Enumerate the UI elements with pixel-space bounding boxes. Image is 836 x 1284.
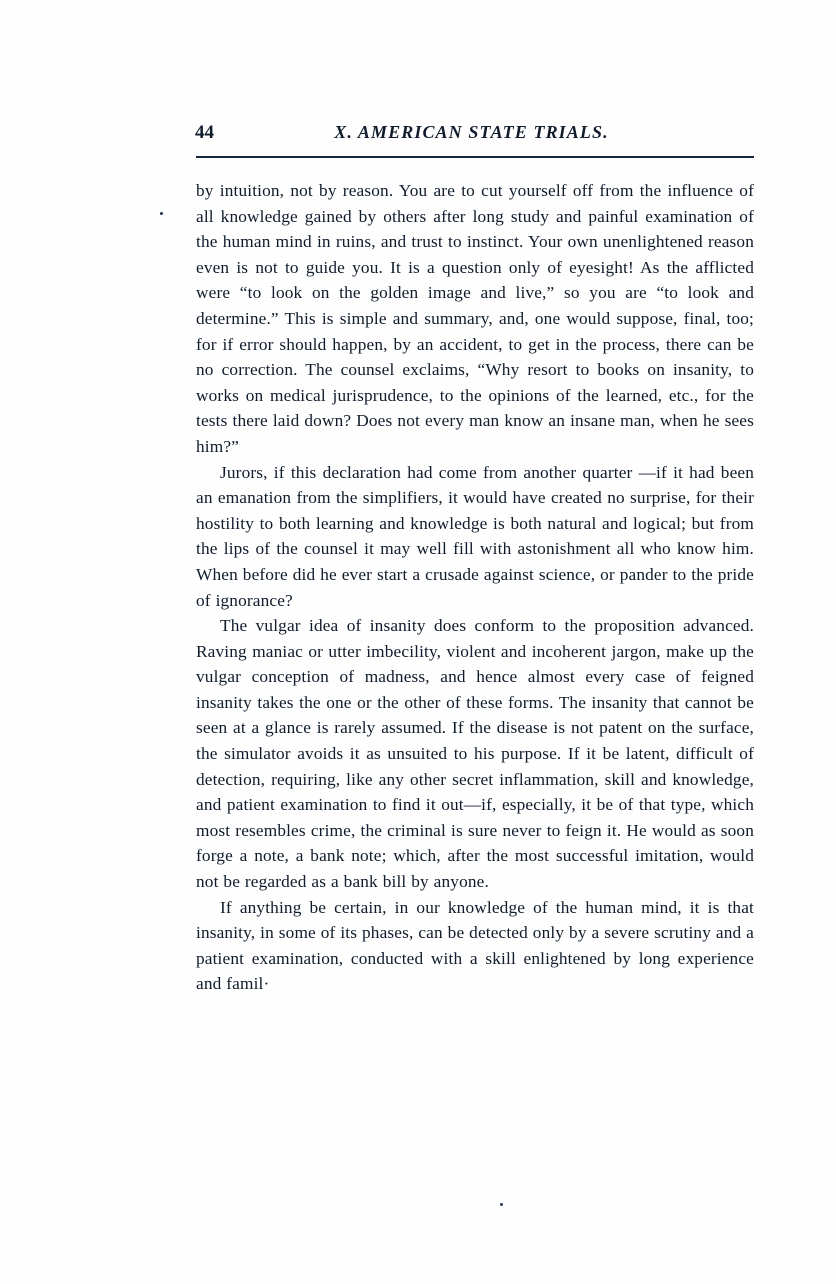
- margin-mark: [160, 212, 163, 215]
- header-rule: [196, 156, 754, 158]
- paragraph: The vulgar idea of insanity does conform to the proposition advanced. Raving maniac or utter imbecility, violent and incoherent jargon, make up the vulgar conception of madness, and hence almost every case of feigned insanity takes the one or the other of these forms. The insanity that cannot be seen at a glance is rarely assumed. If the disease is not patent on the surface, the simulator avoids it as unsuited to his purpose. If it be latent, difficult of detection, requiring, like any other secret inflammation, skill and knowledge, and patient examination to find it out—if, especially, it be of that type, which most resembles crime, the criminal is sure never to feign it. He would as soon forge a note, a bank note; which, after the most successful imitation, would not be regarded as a bank bill by anyone.: [196, 616, 754, 892]
- body-text-column: [196, 178, 754, 997]
- paragraph: Jurors, if this declaration had come from another quarter —if it had been an emanation from the simplifiers, it would have created no surprise, for their hostility to both learning and knowledge is both natural and logical; but from the lips of the counsel it may well fill with astonishment all who know him. When before did he ever start a crusade against science, or pander to the pride of ignorance?: [196, 462, 754, 610]
- running-head: X. AMERICAN STATE TRIALS.: [334, 122, 609, 142]
- page-header: [195, 122, 755, 144]
- paragraph: If anything be certain, in our knowledge of the human mind, it is that insanity, in some of its phases, can be detected only by a severe scrutiny and a patient examination, conducted with a skill enlightened by long experience and famil·: [196, 897, 754, 994]
- paragraph: by intuition, not by reason. You are to cut yourself off from the influence of all knowledge gained by others after long study and painful examination of the human mind in ruins, and trust to instinct. Your own unenlightened reason even is not to guide you. It is a question only of eyesight! As the afflicted were “to look on the golden image and live,” so you are “to look and determine.” This is simple and summary, and, one would suppose, final, too; for if error should happen, by an accident, to get in the process, there can be no correction. The counsel exclaims, “Why resort to books on insanity, to works on medical jurisprudence, to the opinions of the learned, etc., for the tests there laid down? Does not every man know an insane man, when he sees him?”: [196, 181, 754, 456]
- footer-mark: [500, 1203, 503, 1206]
- page-number: 44: [195, 122, 214, 143]
